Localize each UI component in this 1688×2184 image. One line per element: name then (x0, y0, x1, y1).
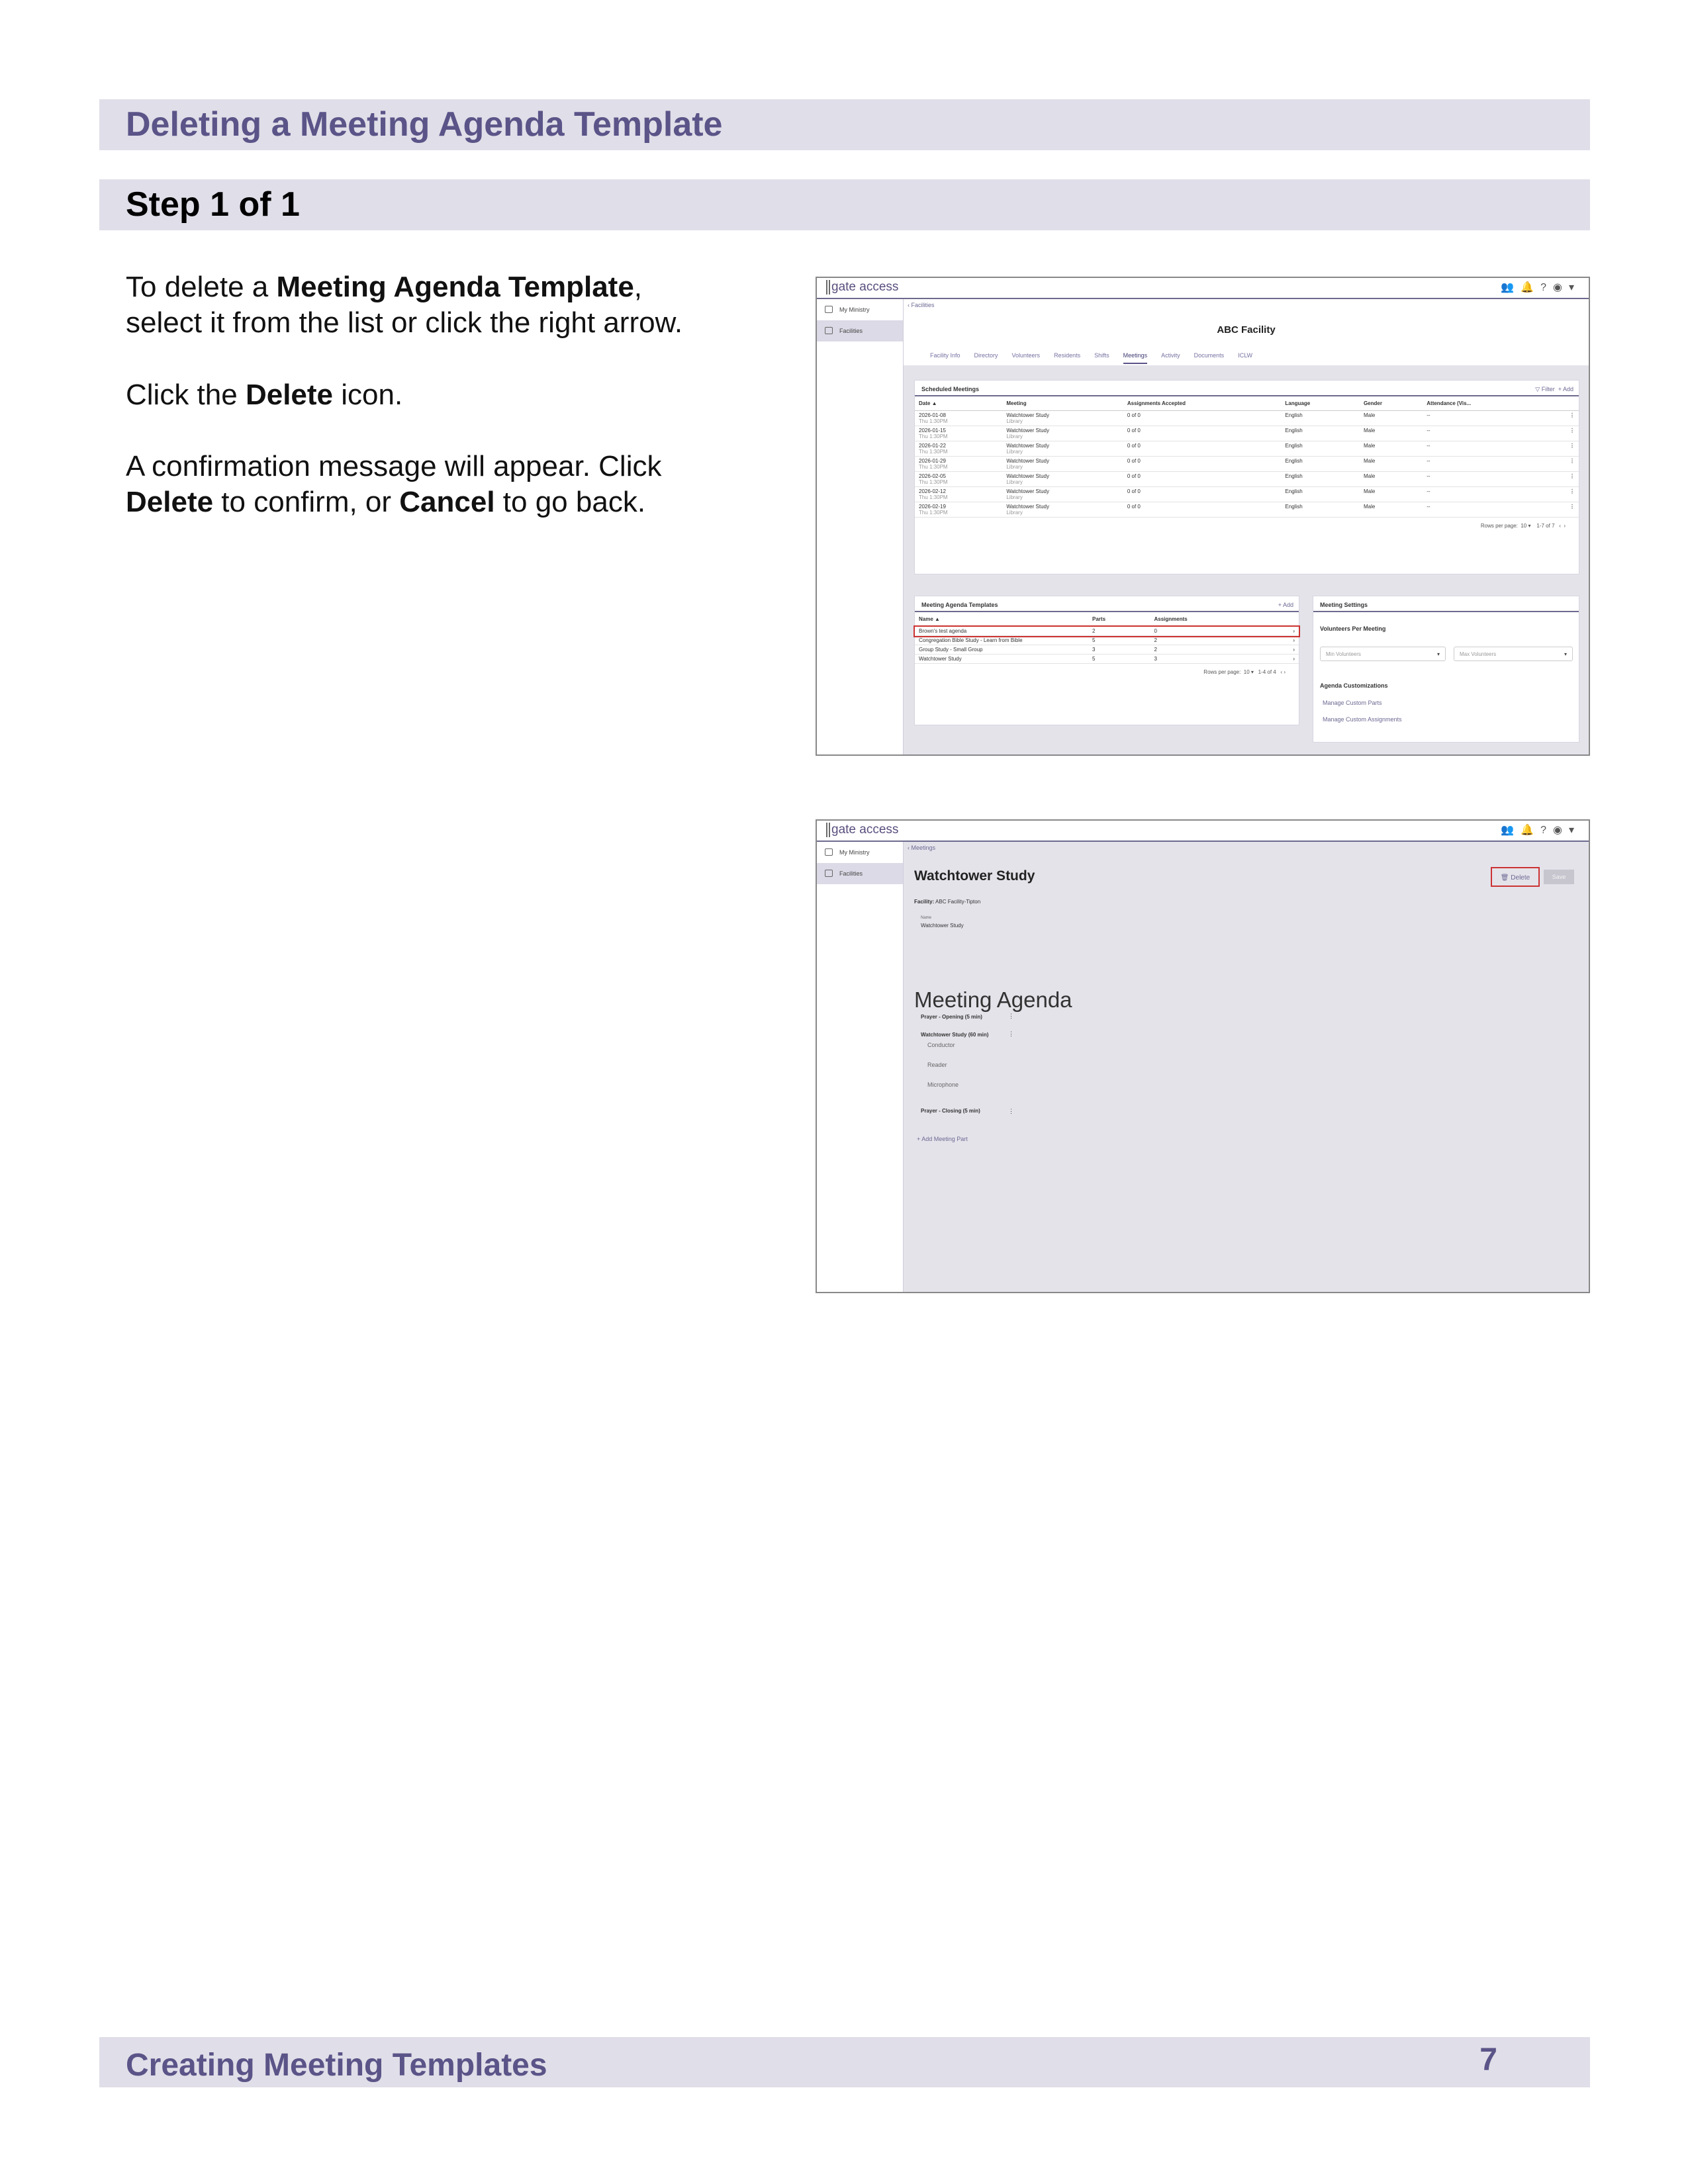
trash-icon: 🗑 (1500, 874, 1509, 882)
tab-shifts[interactable]: Shifts (1094, 352, 1109, 359)
template-title: Watchtower Study (914, 868, 1035, 884)
main-content (904, 299, 1589, 754)
part-title: Prayer - Opening (5 min) (921, 1014, 982, 1020)
col-template-assignments[interactable]: Assignments (1150, 612, 1270, 627)
kebab-icon[interactable]: ⋮ (1008, 1108, 1014, 1115)
footer-band (99, 2037, 1590, 2087)
account-icon[interactable]: ◉▾ (1553, 825, 1581, 836)
agenda-templates-table (915, 612, 1299, 664)
table-row[interactable]: Watchtower Study 5 3 › (915, 655, 1299, 664)
table-row[interactable]: 2026-01-22 Thu 1:30PM Watchtower Study Library 0 of 0 English Male -- ⋮ (915, 441, 1579, 457)
top-icons (1501, 823, 1581, 837)
add-meeting-part-button[interactable]: + Add Meeting Part (917, 1136, 968, 1142)
instruction-select: To delete a Meeting Agenda Template, select it from the list or click the right arrow. (126, 271, 683, 339)
scheduled-pagination: Rows per page: 10 ▾ 1-7 of 7 ‹ › (1480, 523, 1566, 529)
tab-iclw[interactable]: ICLW (1238, 352, 1253, 359)
col-gender[interactable]: Gender (1360, 396, 1423, 411)
right-arrow-icon[interactable]: › (1270, 627, 1299, 636)
add-template-button[interactable]: + Add (1278, 602, 1293, 608)
section-title-band (99, 99, 1590, 150)
right-arrow-icon[interactable]: › (1270, 636, 1299, 645)
meeting-settings-header: Meeting Settings (1313, 596, 1579, 612)
kebab-icon[interactable]: ⋮ (1547, 426, 1579, 441)
col-name[interactable]: Name ▲ (915, 612, 1088, 627)
help-icon[interactable]: ? (1540, 825, 1553, 836)
prev-page-icon[interactable]: ‹ (1559, 523, 1561, 529)
table-row[interactable]: Group Study - Small Group 3 2 › (915, 645, 1299, 655)
min-volunteers-select[interactable]: Min Volunteers ▾ (1320, 647, 1446, 661)
footer-title: Creating Meeting Templates (126, 2048, 547, 2083)
sub-assignment: Conductor (927, 1042, 955, 1048)
people-icon[interactable]: 👥 (1501, 282, 1521, 293)
rows-per-page-select[interactable]: 10 ▾ (1243, 669, 1254, 675)
kebab-icon[interactable]: ⋮ (1547, 487, 1579, 502)
instruction-confirm: A confirmation message will appear. Click Delete to confirm, or Cancel to go back. (126, 450, 662, 518)
table-row[interactable]: 2026-02-12 Thu 1:30PM Watchtower Study Library 0 of 0 English Male -- ⋮ (915, 487, 1579, 502)
col-date[interactable]: Date ▲ (915, 396, 1002, 411)
side-nav (817, 842, 904, 1292)
volunteers-label: Volunteers Per Meeting (1320, 625, 1386, 632)
building-icon (825, 870, 833, 877)
col-meeting[interactable]: Meeting (1002, 396, 1123, 411)
tab-documents[interactable]: Documents (1194, 352, 1225, 359)
tab-residents[interactable]: Residents (1054, 352, 1081, 359)
table-row[interactable]: 2026-02-19 Thu 1:30PM Watchtower Study Library 0 of 0 English Male -- ⋮ (915, 502, 1579, 518)
breadcrumb[interactable]: ‹ Meetings (908, 844, 936, 851)
part-title: Watchtower Study (60 min) (921, 1032, 989, 1038)
facility-tabs (930, 352, 1266, 359)
app-logo: gate access (826, 280, 898, 295)
templates-pagination: Rows per page: 10 ▾ 1-4 of 4 ‹ › (1203, 669, 1286, 675)
nav-facilities[interactable]: Facilities (817, 863, 903, 884)
sub-assignment: Microphone (927, 1081, 959, 1088)
next-page-icon[interactable]: › (1284, 669, 1286, 675)
step-band (99, 179, 1590, 230)
col-parts[interactable]: Parts (1088, 612, 1150, 627)
nav-my-ministry[interactable]: My Ministry (817, 299, 903, 320)
scheduled-meetings-card (914, 380, 1579, 574)
tab-meetings[interactable]: Meetings (1123, 352, 1148, 364)
right-arrow-icon[interactable]: › (1270, 645, 1299, 655)
agenda-heading: Meeting Agenda (914, 987, 1072, 1012)
rows-per-page-select[interactable]: 10 ▾ (1521, 523, 1531, 529)
ministry-icon (825, 848, 833, 856)
instruction-delete: Click the Delete icon. (126, 379, 403, 411)
kebab-icon[interactable]: ⋮ (1547, 457, 1579, 472)
building-icon (825, 327, 833, 334)
kebab-icon[interactable]: ⋮ (1547, 411, 1579, 426)
people-icon[interactable]: 👥 (1501, 825, 1521, 836)
manage-custom-assignments-link[interactable]: Manage Custom Assignments (1323, 716, 1402, 723)
bell-icon[interactable]: 🔔 (1521, 825, 1541, 836)
next-page-icon[interactable]: › (1564, 523, 1566, 529)
side-nav (817, 299, 904, 754)
nav-facilities[interactable]: Facilities (817, 320, 903, 341)
col-assignments[interactable]: Assignments Accepted (1123, 396, 1282, 411)
facility-line: Facility: ABC Facility-Tipton (914, 899, 981, 905)
name-label: Name (921, 916, 932, 920)
agenda-templates-card (914, 596, 1299, 725)
table-row[interactable]: Congregation Bible Study - Learn from Bible 5 2 › (915, 636, 1299, 645)
step-label: Step 1 of 1 (126, 185, 300, 224)
add-meeting-button[interactable]: + Add (1558, 386, 1573, 392)
right-arrow-icon[interactable]: › (1270, 655, 1299, 664)
tab-facility-info[interactable]: Facility Info (930, 352, 961, 359)
kebab-icon[interactable]: ⋮ (1008, 1030, 1014, 1037)
col-attendance[interactable]: Attendance (Vis... (1423, 396, 1547, 411)
kebab-icon[interactable]: ⋮ (1547, 441, 1579, 457)
delete-button[interactable]: 🗑 Delete (1491, 867, 1540, 887)
section-title: Deleting a Meeting Agenda Template (126, 105, 723, 144)
sub-assignment: Reader (927, 1062, 947, 1068)
manage-custom-parts-link[interactable]: Manage Custom Parts (1323, 700, 1382, 706)
meeting-settings-card (1313, 596, 1579, 743)
table-row[interactable]: 2026-02-05 Thu 1:30PM Watchtower Study Library 0 of 0 English Male -- ⋮ (915, 472, 1579, 487)
app-topbar (817, 821, 1589, 842)
part-title: Prayer - Closing (5 min) (921, 1108, 980, 1114)
app-topbar (817, 278, 1589, 299)
breadcrumb[interactable]: ‹ Facilities (908, 302, 935, 308)
col-language[interactable]: Language (1281, 396, 1360, 411)
table-row[interactable]: 2026-01-08 Thu 1:30PM Watchtower Study Library 0 of 0 English Male -- ⋮ (915, 411, 1579, 426)
agenda-templates-header: Meeting Agenda Templates + Add (915, 596, 1299, 612)
table-row[interactable]: 2026-01-29 Thu 1:30PM Watchtower Study Library 0 of 0 English Male -- ⋮ (915, 457, 1579, 472)
page-number: 7 (1479, 2042, 1497, 2077)
kebab-icon[interactable]: ⋮ (1008, 1013, 1014, 1019)
scheduled-meetings-table (915, 396, 1579, 518)
save-button[interactable]: Save (1544, 870, 1574, 884)
scheduled-meetings-header: Scheduled Meetings ▽ Filter + Add (915, 381, 1579, 396)
screenshot-template-detail (816, 819, 1590, 1293)
screenshot-facility-meetings (816, 277, 1590, 756)
customizations-label: Agenda Customizations (1320, 682, 1388, 689)
table-row[interactable]: 2026-01-15 Thu 1:30PM Watchtower Study Library 0 of 0 English Male -- ⋮ (915, 426, 1579, 441)
bell-icon[interactable]: 🔔 (1521, 282, 1541, 293)
top-icons (1501, 281, 1581, 294)
table-row[interactable]: Brown's test agenda 2 0 › (915, 627, 1299, 636)
tab-activity[interactable]: Activity (1161, 352, 1180, 359)
tab-volunteers[interactable]: Volunteers (1011, 352, 1041, 359)
app-logo: gate access (826, 823, 898, 837)
main-content (904, 842, 1589, 1292)
tab-directory[interactable]: Directory (974, 352, 998, 359)
max-volunteers-select[interactable]: Max Volunteers ▾ (1454, 647, 1573, 661)
kebab-icon[interactable]: ⋮ (1547, 502, 1579, 518)
kebab-icon[interactable]: ⋮ (1547, 472, 1579, 487)
ministry-icon (825, 306, 833, 313)
facility-header (904, 299, 1589, 365)
facility-title: ABC Facility (1217, 324, 1276, 336)
prev-page-icon[interactable]: ‹ (1280, 669, 1283, 675)
help-icon[interactable]: ? (1540, 282, 1553, 293)
name-value[interactable]: Watchtower Study (921, 923, 964, 929)
nav-my-ministry[interactable]: My Ministry (817, 842, 903, 863)
account-icon[interactable]: ◉▾ (1553, 282, 1581, 293)
filter-button[interactable]: ▽ Filter (1535, 386, 1555, 392)
